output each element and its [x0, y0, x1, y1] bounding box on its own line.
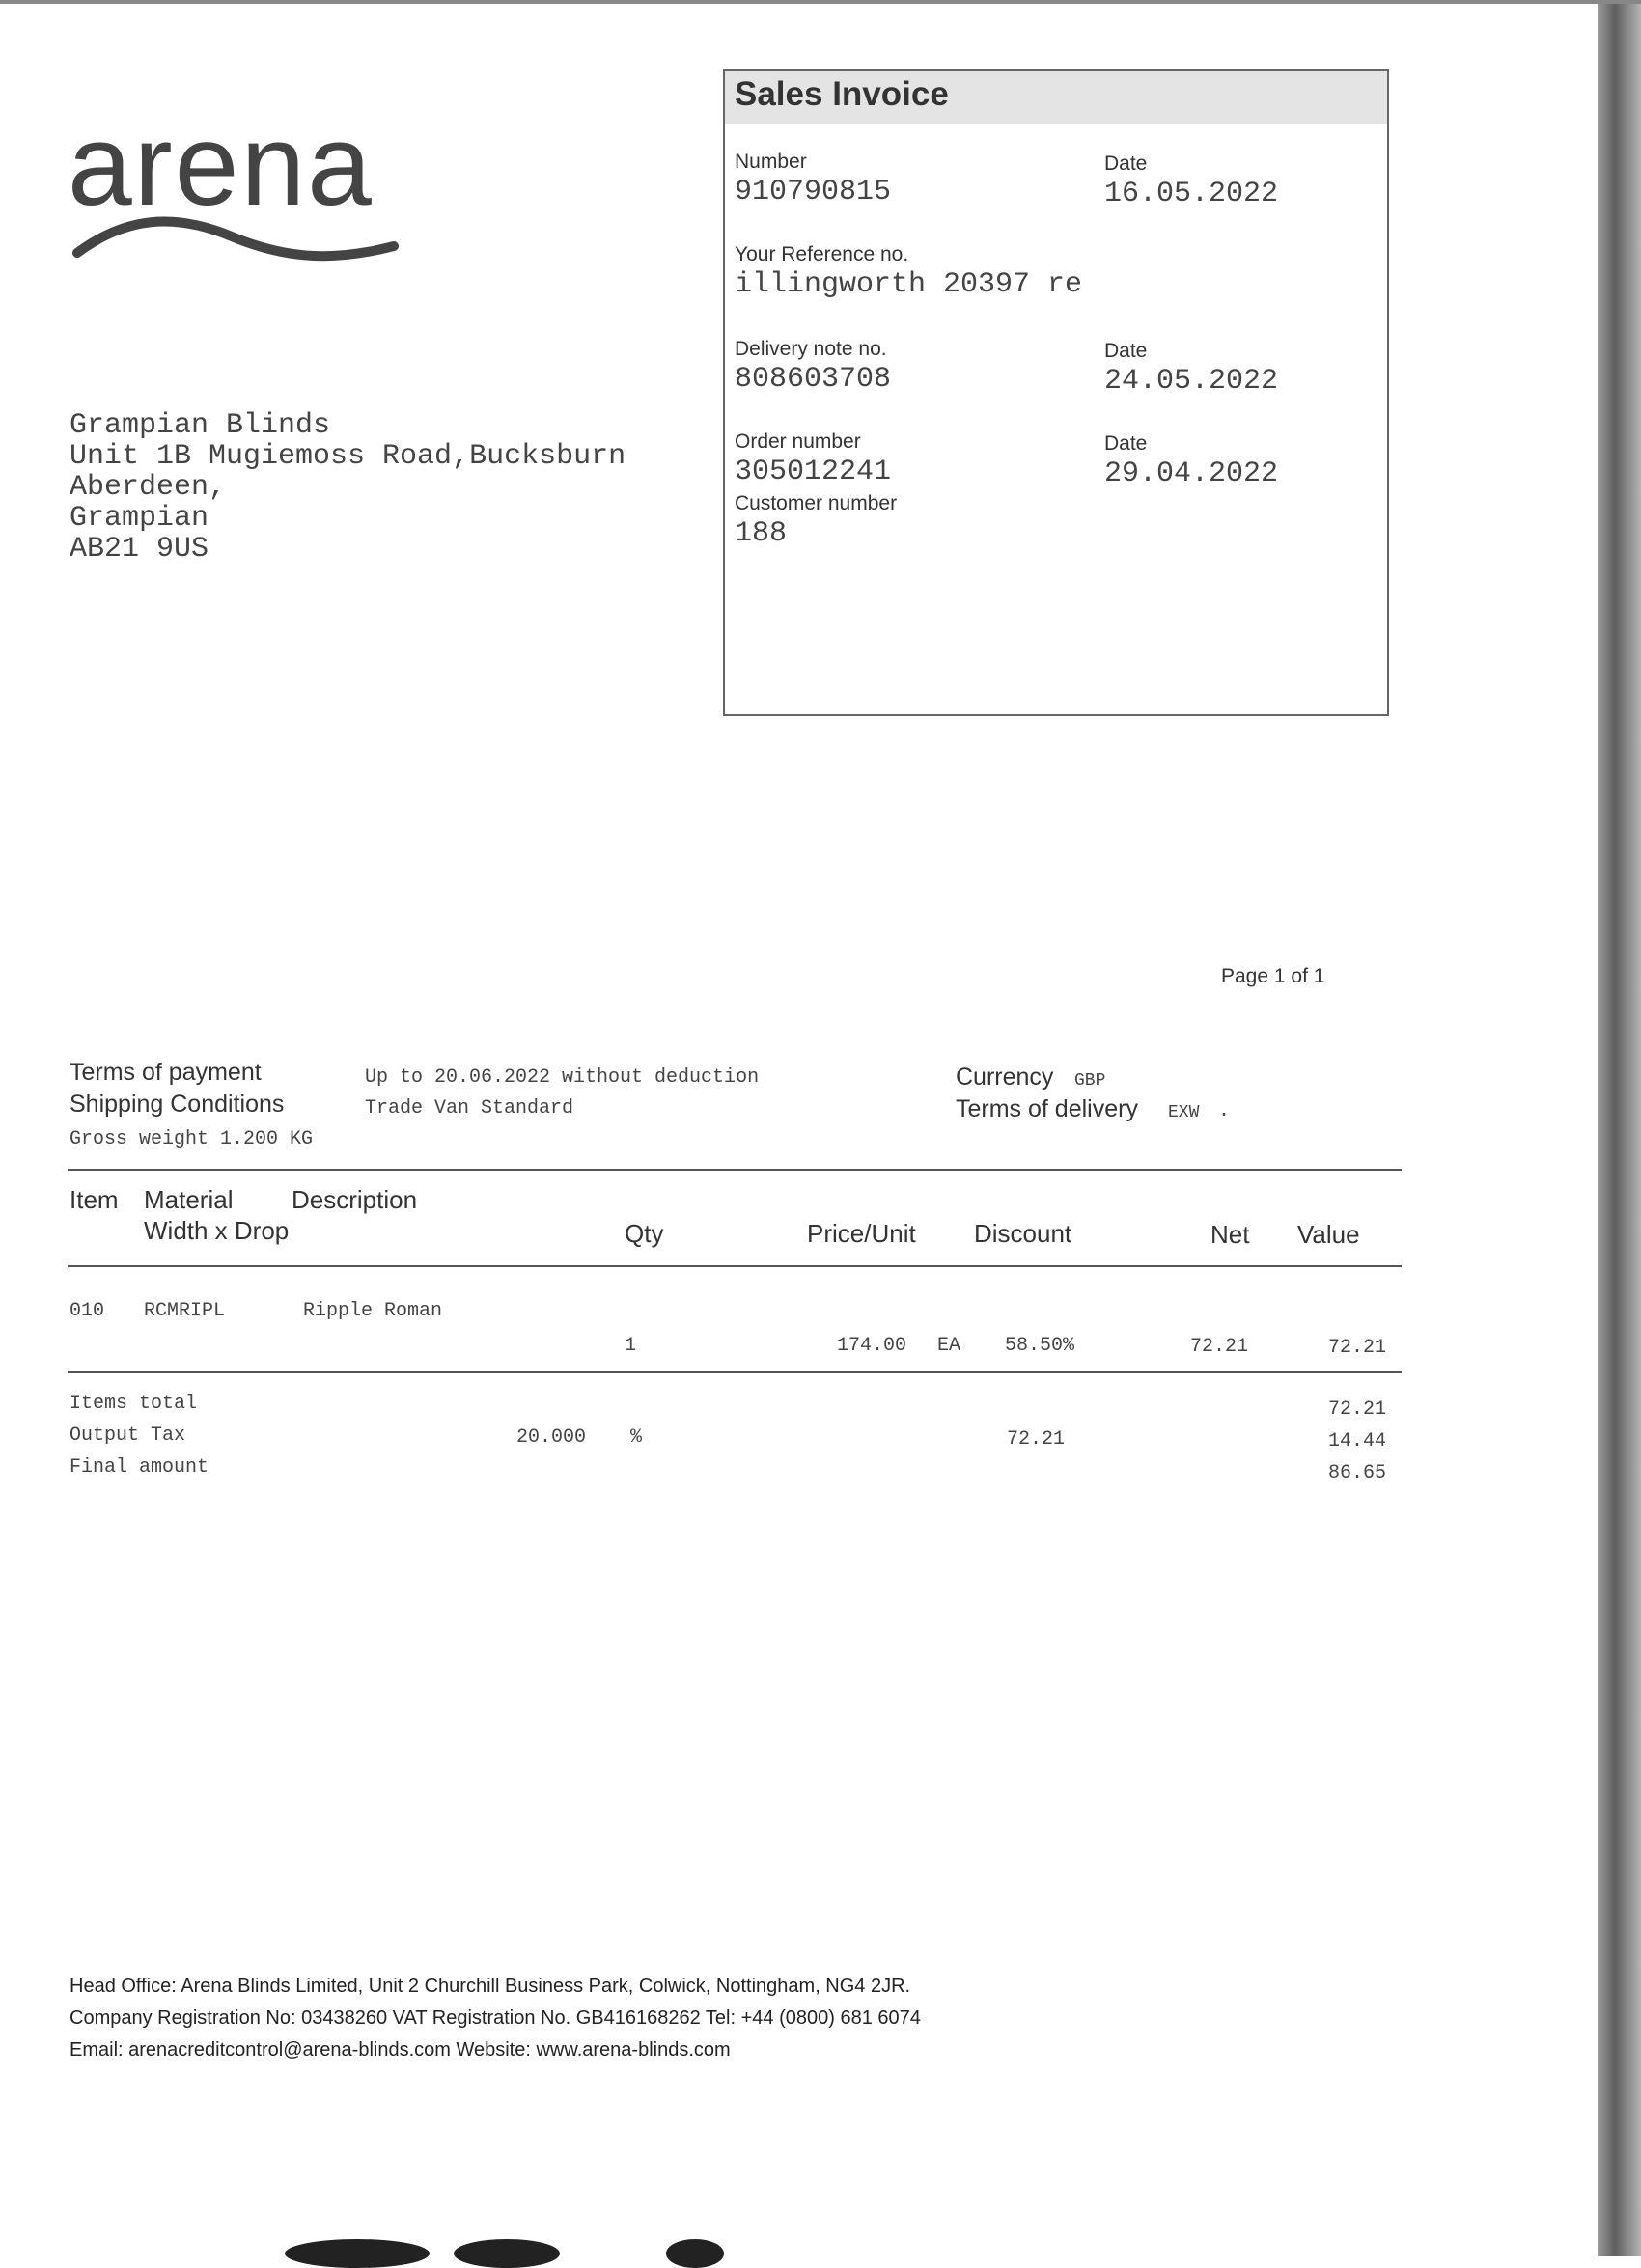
col-header-material: Material [144, 1185, 234, 1214]
order-date: 29.04.2022 [1104, 457, 1279, 490]
address-line: Unit 1B Mugiemoss Road,Bucksburn [70, 440, 626, 473]
tax-percent-sign: % [630, 1426, 643, 1449]
col-header-price-unit: Price/Unit [807, 1219, 916, 1248]
address-line: Aberdeen, [70, 471, 227, 504]
tax-base: 72.21 [1007, 1428, 1066, 1451]
logo-wave-icon [68, 116, 405, 270]
customer-number-label: Customer number [735, 492, 898, 514]
invoice-date: 16.05.2022 [1104, 178, 1279, 210]
payment-terms-value: Up to 20.06.2022 without deduction [365, 1066, 760, 1089]
scan-artifact [454, 2239, 560, 2268]
arena-logo [68, 100, 405, 270]
address-line: Grampian Blinds [70, 409, 331, 442]
scan-artifact [285, 2239, 430, 2268]
address-line: Grampian [70, 502, 209, 535]
col-header-net: Net [1210, 1220, 1250, 1249]
payment-terms-label: Terms of payment [70, 1059, 262, 1086]
table-bottom-rule [68, 1371, 1402, 1373]
row-qty: 1 [625, 1335, 637, 1357]
items-total-value: 72.21 [1328, 1398, 1387, 1421]
row-discount: 58.50% [1005, 1335, 1075, 1357]
row-item: 010 [70, 1300, 105, 1322]
delivery-terms-trail: . [1218, 1100, 1231, 1122]
your-reference-label: Your Reference no. [735, 243, 909, 265]
invoice-number-label: Number [735, 151, 807, 173]
recipient-address [70, 410, 626, 565]
footer-contact: Email: arenacreditcontrol@arena-blinds.com Website: www.arena-blinds.com [70, 2039, 731, 2061]
items-total-label: Items total [70, 1393, 198, 1415]
currency-value: GBP [1074, 1071, 1106, 1091]
scan-artifact [666, 2239, 724, 2268]
shipping-conditions-value: Trade Van Standard [365, 1097, 574, 1120]
table-top-rule [68, 1169, 1402, 1171]
row-description: Ripple Roman [303, 1300, 443, 1322]
delivery-note-number: 808603708 [735, 363, 892, 396]
invoice-details-box [723, 69, 1389, 716]
delivery-date: 24.05.2022 [1104, 365, 1279, 398]
invoice-title: Sales Invoice [735, 75, 949, 113]
delivery-note-label: Delivery note no. [735, 338, 887, 360]
row-price: 174.00 [837, 1335, 907, 1357]
gross-weight: Gross weight 1.200 KG [70, 1128, 314, 1150]
customer-number: 188 [735, 517, 788, 550]
your-reference: illingworth 20397 re [735, 268, 1083, 301]
order-date-label: Date [1104, 432, 1148, 455]
currency-label: Currency [956, 1064, 1054, 1091]
footer-head-office: Head Office: Arena Blinds Limited, Unit 2 Churchill Business Park, Colwick, Nottingham, NG4 2JR. [70, 1976, 911, 1997]
footer-registration: Company Registration No: 03438260 VAT Registration No. GB416168262 Tel: +44 (0800) 681 6074 [70, 2007, 921, 2029]
invoice-date-label: Date [1104, 152, 1148, 175]
scan-edge-shadow [1598, 0, 1641, 2256]
delivery-terms-label: Terms of delivery [956, 1095, 1138, 1122]
row-value: 72.21 [1328, 1337, 1387, 1359]
table-header-rule [68, 1265, 1402, 1267]
page-indicator: Page 1 of 1 [1221, 965, 1325, 987]
tax-amount: 14.44 [1328, 1430, 1387, 1452]
col-header-qty: Qty [625, 1219, 664, 1248]
final-amount-value: 86.65 [1328, 1462, 1387, 1484]
invoice-number: 910790815 [735, 176, 892, 208]
col-header-item: Item [70, 1185, 119, 1214]
row-net: 72.21 [1190, 1336, 1249, 1358]
col-header-discount: Discount [974, 1219, 1072, 1248]
col-header-width-drop: Width x Drop [144, 1216, 290, 1245]
output-tax-label: Output Tax [70, 1424, 186, 1447]
col-header-description: Description [292, 1185, 418, 1214]
order-number: 305012241 [735, 456, 892, 488]
col-header-value: Value [1297, 1220, 1360, 1249]
tax-rate: 20.000 [516, 1426, 587, 1449]
row-material: RCMRIPL [144, 1300, 226, 1322]
order-number-label: Order number [735, 430, 861, 453]
row-unit: EA [937, 1335, 961, 1357]
logo-text: arena [68, 100, 374, 230]
final-amount-label: Final amount [70, 1456, 209, 1479]
scan-top-shadow [0, 0, 1641, 4]
delivery-date-label: Date [1104, 340, 1148, 362]
shipping-conditions-label: Shipping Conditions [70, 1091, 285, 1118]
address-line: AB21 9US [70, 533, 209, 566]
delivery-terms-value: EXW [1168, 1103, 1200, 1122]
invoice-title-bar [725, 71, 1387, 124]
